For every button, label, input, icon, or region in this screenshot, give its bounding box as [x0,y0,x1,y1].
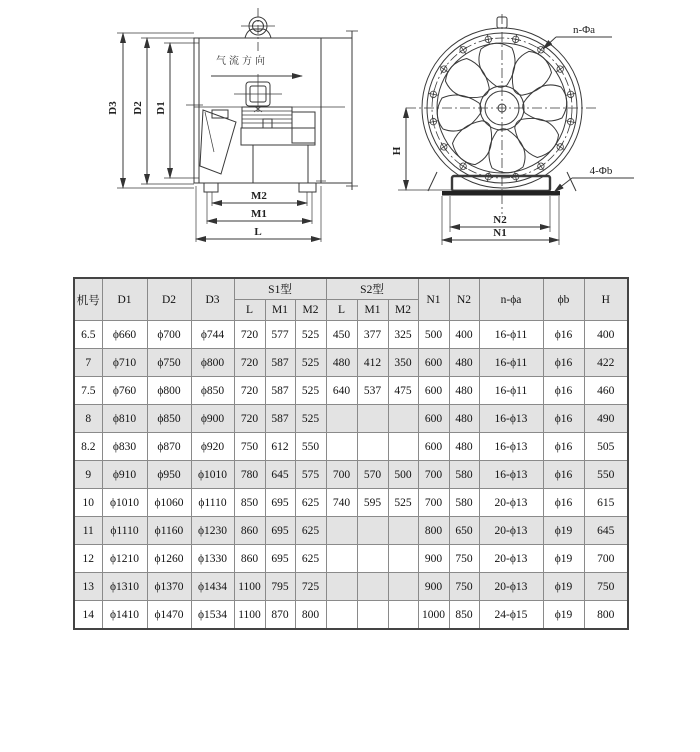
table-cell: 800 [295,601,326,630]
table-cell: ϕ900 [191,405,234,433]
table-cell: 570 [357,461,388,489]
table-cell: 860 [234,517,265,545]
table-cell: 537 [357,377,388,405]
table-cell: ϕ800 [191,349,234,377]
table-cell: 600 [418,405,449,433]
table-cell: 550 [584,461,628,489]
table-cell: ϕ16 [543,461,584,489]
table-cell: 700 [418,489,449,517]
table-cell: 612 [265,433,295,461]
table-cell: ϕ1160 [147,517,191,545]
table-row [74,349,628,377]
table-cell: ϕ19 [543,601,584,630]
table-cell: ϕ750 [147,349,191,377]
table-cell: 20-ϕ13 [479,489,543,517]
table-cell: 595 [357,489,388,517]
table-row [74,321,628,349]
table-cell: ϕ810 [102,405,147,433]
table-cell: ϕ950 [147,461,191,489]
table-cell: ϕ19 [543,517,584,545]
table-cell: ϕ1210 [102,545,147,573]
table-cell [357,545,388,573]
col-d1: D1 [102,278,147,321]
table-cell: 900 [418,573,449,601]
col-group-s1: S1型 [234,278,326,300]
table-cell: ϕ1330 [191,545,234,573]
table-cell [388,517,418,545]
table-cell: 700 [418,461,449,489]
table-cell: 480 [449,349,479,377]
col-s1-m1: M1 [265,300,295,321]
table-cell: ϕ1370 [147,573,191,601]
table-cell [357,433,388,461]
impeller-hub [200,110,236,174]
table-cell: 650 [449,517,479,545]
airflow-label: 气流方向 [216,56,268,67]
table-cell: 16-ϕ13 [479,461,543,489]
col-n-phi-a: n-ϕa [479,278,543,321]
table-cell: ϕ1010 [102,489,147,517]
table-cell: 6.5 [74,321,102,349]
table-cell [388,573,418,601]
dim-label-L: L [254,226,262,238]
table-cell: 580 [449,489,479,517]
table-cell: 725 [295,573,326,601]
table-cell: 11 [74,517,102,545]
table-cell: 7.5 [74,377,102,405]
col-h: H [584,278,628,321]
table-cell: ϕ19 [543,573,584,601]
table-cell: 600 [418,433,449,461]
table-cell: 13 [74,573,102,601]
table-cell: 750 [449,573,479,601]
table-row [74,517,628,545]
table-cell: 475 [388,377,418,405]
table-cell: 525 [388,489,418,517]
table-cell: 9 [74,461,102,489]
table-cell: 10 [74,489,102,517]
table-cell: 720 [234,405,265,433]
table-cell [326,601,357,630]
col-s1-l: L [234,300,265,321]
table-cell: 625 [295,517,326,545]
col-s2-m1: M1 [357,300,388,321]
dim-label-D1: D1 [155,101,167,115]
table-cell [326,545,357,573]
table-cell: 580 [449,461,479,489]
col-s2-l: L [326,300,357,321]
dimension-table [73,277,629,630]
table-cell: 525 [295,321,326,349]
table-cell: 625 [295,489,326,517]
table-cell: 400 [584,321,628,349]
table-cell: 480 [449,433,479,461]
table-cell: 1100 [234,601,265,630]
col-machine-no: 机号 [74,278,102,321]
table-cell: ϕ850 [191,377,234,405]
motor [241,107,315,183]
table-cell [326,517,357,545]
table-cell: 600 [418,349,449,377]
table-cell: 740 [326,489,357,517]
table-cell: 500 [388,461,418,489]
dim-label-D2: D2 [132,101,144,115]
table-cell: ϕ16 [543,321,584,349]
table-cell [388,405,418,433]
table-cell: ϕ16 [543,377,584,405]
table-cell: ϕ1230 [191,517,234,545]
table-cell: 500 [418,321,449,349]
table-row [74,545,628,573]
junction-box [234,74,282,112]
table-cell: ϕ710 [102,349,147,377]
table-cell: ϕ910 [102,461,147,489]
col-s1-m2: M2 [295,300,326,321]
table-cell: 16-ϕ11 [479,349,543,377]
table-cell: ϕ760 [102,377,147,405]
callout-bolt-holes [543,24,612,49]
table-cell: ϕ830 [102,433,147,461]
table-cell: 750 [234,433,265,461]
table-cell: 505 [584,433,628,461]
table-cell [357,573,388,601]
table-row [74,573,628,601]
table-cell: ϕ870 [147,433,191,461]
callout-label-bolt-circle: n-Φa [572,24,596,36]
table-cell: 695 [265,489,295,517]
front-view-drawing [391,14,634,245]
table-cell: 480 [326,349,357,377]
table-cell: 795 [265,573,295,601]
spec-table-body [74,321,628,630]
dim-label-N2: N2 [493,214,507,226]
table-cell: 750 [449,545,479,573]
table-cell: 900 [418,545,449,573]
table-cell: ϕ16 [543,349,584,377]
table-cell [388,601,418,630]
table-row [74,405,628,433]
table-cell: ϕ1010 [191,461,234,489]
col-d2: D2 [147,278,191,321]
table-cell: 870 [265,601,295,630]
table-cell: 695 [265,545,295,573]
side-view-drawing [107,8,358,242]
table-cell: 1000 [418,601,449,630]
col-n1: N1 [418,278,449,321]
table-cell: 625 [295,545,326,573]
table-cell: 460 [584,377,628,405]
table-cell: ϕ19 [543,545,584,573]
table-cell: 700 [584,545,628,573]
table-cell: 16-ϕ11 [479,377,543,405]
dim-label-N1: N1 [493,227,507,239]
table-cell: 587 [265,405,295,433]
table-cell: 16-ϕ13 [479,433,543,461]
table-cell: ϕ920 [191,433,234,461]
table-cell [388,545,418,573]
table-cell: 20-ϕ13 [479,545,543,573]
table-cell: 325 [388,321,418,349]
table-cell: 577 [265,321,295,349]
table-cell: ϕ16 [543,489,584,517]
table-cell: 400 [449,321,479,349]
dim-label-H: H [391,146,403,156]
table-cell [326,433,357,461]
technical-drawings [0,0,700,272]
table-cell: 720 [234,349,265,377]
table-row [74,461,628,489]
table-cell: 20-ϕ13 [479,517,543,545]
table-cell: 490 [584,405,628,433]
table-cell: 860 [234,545,265,573]
table-row [74,433,628,461]
table-cell: ϕ16 [543,405,584,433]
table-cell: 700 [326,461,357,489]
table-cell: ϕ800 [147,377,191,405]
table-cell: 720 [234,377,265,405]
table-cell: 615 [584,489,628,517]
table-cell: ϕ1470 [147,601,191,630]
callout-base-holes [554,165,634,192]
table-cell: ϕ744 [191,321,234,349]
table-cell: ϕ660 [102,321,147,349]
table-cell: 16-ϕ13 [479,405,543,433]
table-cell: 720 [234,321,265,349]
table-cell: ϕ1310 [102,573,147,601]
table-cell: 450 [326,321,357,349]
table-cell: 550 [295,433,326,461]
table-cell: 7 [74,349,102,377]
table-cell: ϕ1060 [147,489,191,517]
table-cell: 480 [449,405,479,433]
table-cell: ϕ16 [543,433,584,461]
col-phi-b: ϕb [543,278,584,321]
table-cell: 525 [295,377,326,405]
table-cell: 525 [295,405,326,433]
table-cell: 16-ϕ11 [479,321,543,349]
table-cell: 800 [418,517,449,545]
table-cell [326,405,357,433]
table-cell: 850 [449,601,479,630]
table-cell: 780 [234,461,265,489]
table-cell: 8.2 [74,433,102,461]
table-cell: 377 [357,321,388,349]
table-cell [357,517,388,545]
table-cell: 587 [265,377,295,405]
table-cell: 600 [418,377,449,405]
col-n2: N2 [449,278,479,321]
table-cell: 645 [584,517,628,545]
table-cell: 14 [74,601,102,630]
table-cell: 412 [357,349,388,377]
table-cell: 24-ϕ15 [479,601,543,630]
table-cell: 422 [584,349,628,377]
table-cell: 20-ϕ13 [479,573,543,601]
col-s2-m2: M2 [388,300,418,321]
col-group-s2: S2型 [326,278,418,300]
table-row [74,489,628,517]
table-cell [357,601,388,630]
table-cell: 640 [326,377,357,405]
dim-label-M1: M1 [251,208,267,220]
table-cell: 12 [74,545,102,573]
table-cell: 850 [234,489,265,517]
table-cell: 695 [265,517,295,545]
table-cell: 750 [584,573,628,601]
table-cell: ϕ1434 [191,573,234,601]
table-cell: 575 [295,461,326,489]
table-cell: ϕ1260 [147,545,191,573]
mounting-foot [204,183,218,192]
table-cell: 525 [295,349,326,377]
table-cell: ϕ850 [147,405,191,433]
table-cell: 645 [265,461,295,489]
table-cell [388,433,418,461]
table-cell: ϕ1534 [191,601,234,630]
table-cell: 587 [265,349,295,377]
table-cell: ϕ700 [147,321,191,349]
table-cell: ϕ1110 [102,517,147,545]
table-cell: ϕ1110 [191,489,234,517]
dim-label-D3: D3 [107,101,119,115]
table-cell: ϕ1410 [102,601,147,630]
table-cell: 800 [584,601,628,630]
table-header [74,278,628,321]
table-cell: 350 [388,349,418,377]
dim-label-M2: M2 [251,190,267,202]
table-cell: 8 [74,405,102,433]
table-cell [357,405,388,433]
table-cell [326,573,357,601]
table-cell: 480 [449,377,479,405]
table-row [74,601,628,630]
callout-label-base-holes: 4-Φb [589,165,613,177]
col-d3: D3 [191,278,234,321]
mounting-foot [299,183,316,192]
table-row [74,377,628,405]
table-cell: 1100 [234,573,265,601]
